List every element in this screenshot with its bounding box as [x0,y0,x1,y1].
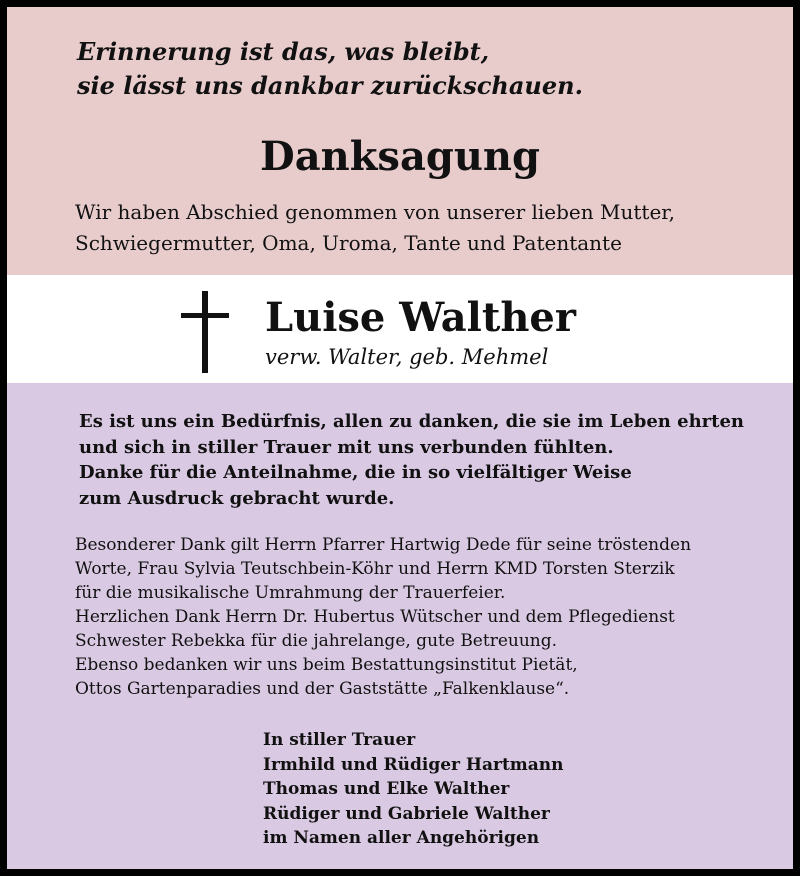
cross-icon [181,291,229,373]
intro-line: Schwiegermutter, Oma, Uroma, Tante und Patentante [75,231,622,255]
special-line: Besonderer Dank gilt Herrn Pfarrer Hartwig Dede für seine tröstenden [75,535,692,555]
thanks-line: Danke für die Anteilnahme, die in so vielfältiger Weise [79,462,632,483]
special-line: Worte, Frau Sylvia Teutschbein-Köhr und Herrn KMD Torsten Sterzik [75,559,675,579]
deceased-name: Luise Walther [265,294,576,341]
thanks-line: und sich in stiller Trauer mit uns verbunden fühlten. [79,436,614,458]
quote-line: sie lässt uns dankbar zurückschauen. [77,71,583,100]
intro-line: Wir haben Abschied genommen von unserer lieben Mutter, [75,200,675,224]
deceased-subtitle: verw. Walter, geb. Mehmel [265,345,549,369]
signature-line: im Namen aller Angehörigen [263,828,540,848]
intro-text [75,197,675,259]
special-line: Herzlichen Dank Herrn Dr. Hubertus Wütscher und dem Pflegedienst [75,607,675,627]
thanks-line: Es ist uns ein Bedürfnis, allen zu danken, die sie im Leben ehrten [79,411,745,432]
special-line: Ebenso bedanken wir uns beim Bestattungsinstitut Pietät, [75,655,578,675]
signature-block [263,728,564,851]
memorial-quote [77,35,583,103]
thanks-line: zum Ausdruck gebracht wurde. [79,487,395,509]
general-thanks [79,409,744,511]
special-line: Ottos Gartenparadies und der Gaststätte „Falkenklause“. [75,679,570,699]
signature-line: Irmhild und Rüdiger Hartmann [263,754,564,775]
signature-line: Rüdiger und Gabriele Walther [263,803,550,824]
special-thanks [75,533,691,701]
signature-line: In stiller Trauer [263,730,416,750]
special-line: für die musikalische Umrahmung der Trauerfeier. [75,583,506,603]
special-line: Schwester Rebekka für die jahrelange, gute Betreuung. [75,631,558,651]
quote-line: Erinnerung ist das, was bleibt, [77,37,490,66]
page-title: Danksagung [260,133,540,180]
signature-line: Thomas und Elke Walther [263,779,510,799]
obituary-notice [7,7,793,869]
